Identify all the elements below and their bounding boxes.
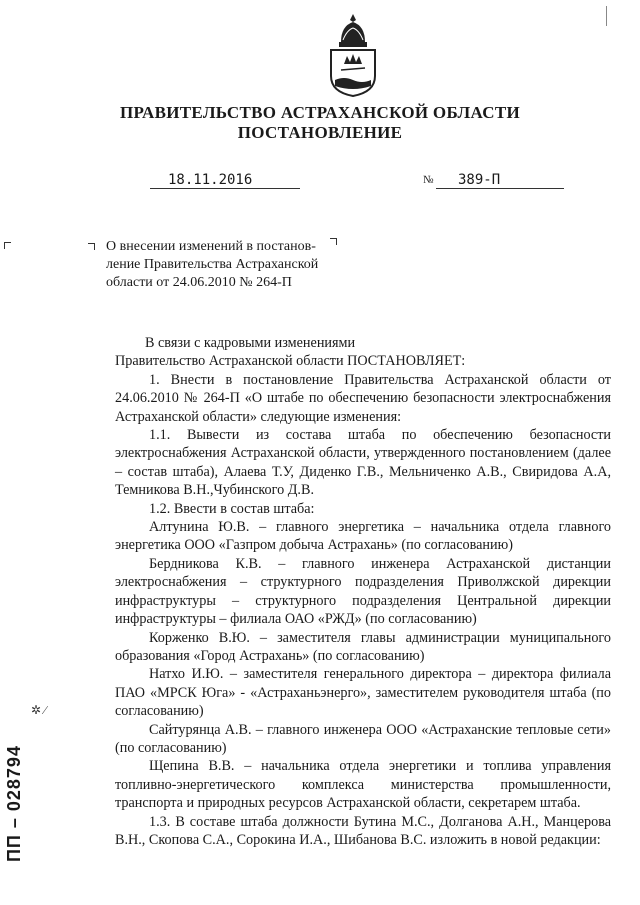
member-item: Корженко В.Ю. – заместителя главы администрации муниципального образования «Город Астрахань» (по согласованию) <box>115 629 611 664</box>
corner-mark-subject-left <box>88 243 95 250</box>
paragraph-1: 1. Внести в постановление Правительства Астраханской области от 24.06.2010 № 264-П «О штабе по обеспечению безопасности электроснабжения Астраханской области» следующие изменения: <box>115 371 611 425</box>
document-body <box>115 334 611 849</box>
scan-edge-line <box>606 6 607 26</box>
document-type: ПОСТАНОВЛЕНИЕ <box>237 123 403 142</box>
government-title: ПРАВИТЕЛЬСТВО АСТРАХАНСКОЙ ОБЛАСТИ <box>120 103 520 122</box>
member-item: Щепина В.В. – начальника отдела энергетики и топлива управления топливно-энергетического комплекса министерства промышленности, транспорта и природных ресурсов Астраханской области, секретарем штаба. <box>115 758 611 812</box>
coat-of-arms-icon <box>325 12 381 98</box>
number-label: № <box>423 174 434 186</box>
subject-line: ление Правительства Астраханской <box>106 257 319 272</box>
subject-line: области от 24.06.2010 № 264-П <box>106 275 292 290</box>
document-date: 18.11.2016 <box>150 172 300 189</box>
member-item: Натхо И.Ю. – заместителя генерального директора – директора филиала ПАО «МРСК Юга» - «Астраханьэнерго», заместителем руководителя штаба (по согласованию) <box>115 666 611 720</box>
subject-line: О внесении изменений в постанов- <box>106 239 316 254</box>
corner-mark-left <box>4 242 11 249</box>
scribble-mark: ✲ ∕ <box>31 703 47 717</box>
member-item: Бердникова К.В. – главного инженера Астраханской дистанции электроснабжения – структурного подразделения Приволжской дирекции инфраструктуры – структурного подразделения Центральной дирекции инфраструктуры – филиала ОАО «РЖД» (по согласованию) <box>115 555 611 628</box>
paragraph-1-2: 1.2. Ввести в состав штаба: <box>149 500 315 517</box>
margin-stamp: ПП – 028794 <box>4 745 24 862</box>
document-subject <box>106 238 346 292</box>
paragraph-1-3: 1.3. В составе штаба должности Бутина М.С., Долганова А.Н., Манцерова В.Н., Скопова С.А., Сорокина И.А., Шибанова В.С. изложить в новой редакции: <box>115 813 611 848</box>
member-item: Сайтурянца А.В. – главного инженера ООО «Астраханские тепловые сети» (по согласованию) <box>115 721 611 756</box>
intro-line: Правительство Астраханской области ПОСТАНОВЛЯЕТ: <box>115 353 466 370</box>
member-item: Алтунина Ю.В. – главного энергетика – начальника отдела главного энергетика ООО «Газпром добыча Астрахань» (по согласованию) <box>115 519 611 554</box>
paragraph-1-1: 1.1. Вывести из состава штаба по обеспечению безопасности электроснабжения Астраханской области, утвержденного постановлением (далее – состав штаба), Алаева Т.У, Диденко Г.В., Мельниченко А.В., Свиридова А.А, Темникова В.Н.,Чубинского Д.В. <box>115 427 611 499</box>
intro-line: В связи с кадровыми изменениями <box>145 335 356 351</box>
document-number: 389-П <box>436 172 564 189</box>
